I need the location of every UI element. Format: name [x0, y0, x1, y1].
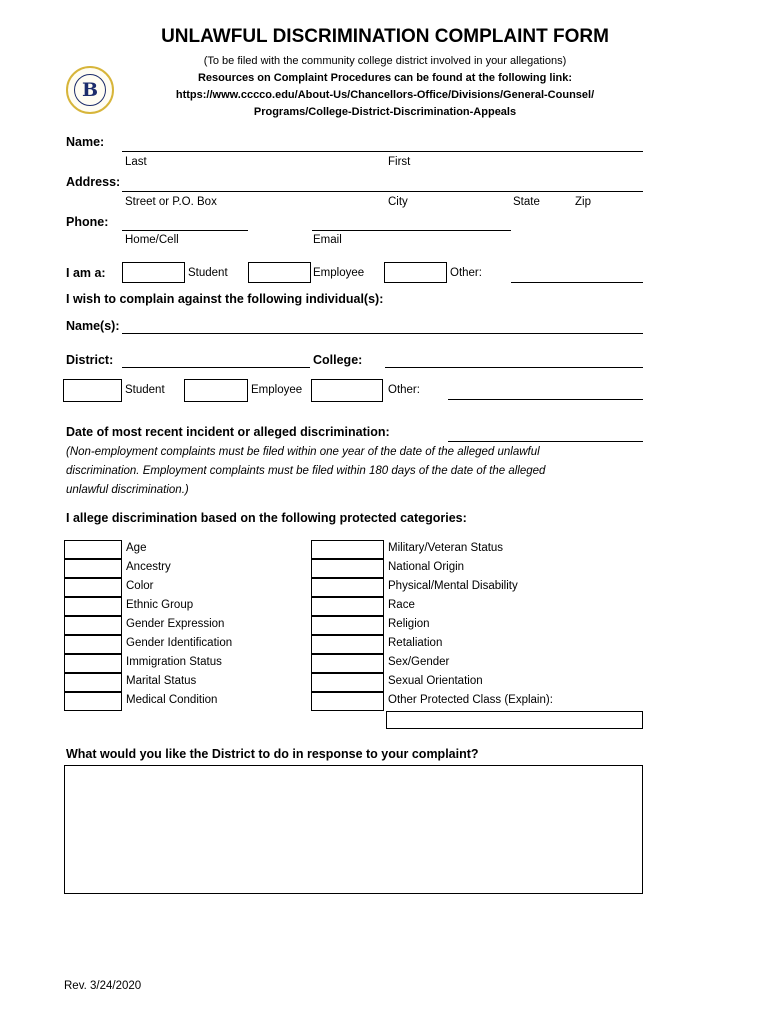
- respondent-employee-checkbox[interactable]: [184, 379, 248, 402]
- response-question: What would you like the District to do in response to your complaint?: [66, 747, 479, 761]
- category-checkbox[interactable]: [64, 673, 122, 692]
- category-label: National Origin: [388, 561, 465, 573]
- respondent-other-label: Other:: [388, 384, 420, 396]
- category-checkbox[interactable]: [311, 559, 384, 578]
- category-other-protected-class: [311, 692, 643, 711]
- category-label: Immigration Status: [126, 656, 222, 668]
- category-checkbox[interactable]: [64, 635, 122, 654]
- category-label: Medical Condition: [126, 694, 218, 706]
- category-label: Ethnic Group: [126, 599, 194, 611]
- district-field[interactable]: [122, 367, 310, 368]
- category-checkbox[interactable]: [311, 654, 384, 673]
- category-checkbox[interactable]: [64, 559, 122, 578]
- category-race: [311, 597, 643, 616]
- form-subtitle: (To be filed with the community college district involved in your allegations): [203, 55, 567, 67]
- categories-left-column: [64, 540, 304, 712]
- resources-link-line2[interactable]: Programs/College-District-Discrimination-Appeals: [253, 106, 517, 118]
- resources-link-line1[interactable]: https://www.cccco.edu/About-Us/Chancellors-Office/Divisions/General-Counsel/: [175, 89, 595, 101]
- respondent-student-checkbox[interactable]: [63, 379, 122, 402]
- category-physical-mental-disability: [311, 578, 643, 597]
- category-label: Marital Status: [126, 675, 197, 687]
- category-immigration-status: [64, 654, 304, 673]
- category-medical-condition: [64, 692, 304, 711]
- iam-label: I am a:: [66, 266, 106, 280]
- category-label: Other Protected Class (Explain):: [388, 694, 553, 706]
- city-caption: City: [388, 196, 408, 208]
- category-checkbox[interactable]: [64, 692, 122, 711]
- categories-heading: I allege discrimination based on the following protected categories:: [66, 511, 467, 525]
- category-checkbox[interactable]: [311, 673, 384, 692]
- note-line-1: (Non-employment complaints must be filed within one year of the date of the alleged unlawful: [66, 446, 540, 458]
- category-checkbox[interactable]: [311, 635, 384, 654]
- email-field[interactable]: [312, 230, 511, 231]
- form-title: UNLAWFUL DISCRIMINATION COMPLAINT FORM: [161, 26, 609, 47]
- category-national-origin: [311, 559, 643, 578]
- response-textarea[interactable]: [64, 765, 643, 894]
- respondent-student-label: Student: [125, 384, 165, 396]
- student-label: Student: [188, 267, 228, 279]
- category-label: Retaliation: [388, 637, 443, 649]
- category-checkbox[interactable]: [64, 578, 122, 597]
- home-cell-caption: Home/Cell: [125, 234, 179, 246]
- college-label: College:: [313, 353, 363, 367]
- note-line-3: unlawful discrimination.): [66, 484, 189, 496]
- email-caption: Email: [313, 234, 342, 246]
- category-checkbox[interactable]: [311, 692, 384, 711]
- category-military-veteran-status: [311, 540, 643, 559]
- category-checkbox[interactable]: [311, 597, 384, 616]
- street-caption: Street or P.O. Box: [125, 196, 217, 208]
- revision-date: Rev. 3/24/2020: [64, 980, 142, 992]
- other-field[interactable]: [511, 282, 643, 283]
- category-label: Military/Veteran Status: [388, 542, 504, 554]
- address-field[interactable]: [122, 191, 643, 192]
- respondent-other-checkbox[interactable]: [311, 379, 383, 402]
- resources-line: Resources on Complaint Procedures can be found at the following link:: [197, 72, 573, 84]
- state-caption: State: [513, 196, 540, 208]
- category-label: Race: [388, 599, 415, 611]
- student-checkbox[interactable]: [122, 262, 185, 283]
- last-name-caption: Last: [125, 156, 147, 168]
- phone-label: Phone:: [66, 215, 109, 229]
- category-gender-identification: [64, 635, 304, 654]
- category-label: Sex/Gender: [388, 656, 450, 668]
- name-field[interactable]: [122, 151, 643, 152]
- category-label: Sexual Orientation: [388, 675, 483, 687]
- respondent-names-label: Name(s):: [66, 319, 120, 333]
- college-field[interactable]: [385, 367, 643, 368]
- address-label: Address:: [66, 175, 121, 189]
- district-label: District:: [66, 353, 114, 367]
- category-checkbox[interactable]: [311, 616, 384, 635]
- employee-label: Employee: [313, 267, 365, 279]
- note-line-2: discrimination. Employment complaints must be filed within 180 days of the date of the alleged: [66, 465, 546, 477]
- category-checkbox[interactable]: [64, 654, 122, 673]
- category-label: Gender Expression: [126, 618, 225, 630]
- respondent-intro: I wish to complain against the following individual(s):: [66, 292, 384, 306]
- category-label: Ancestry: [126, 561, 171, 573]
- respondent-employee-label: Employee: [251, 384, 303, 396]
- category-checkbox[interactable]: [311, 578, 384, 597]
- category-label: Color: [126, 580, 154, 592]
- category-checkbox[interactable]: [311, 540, 384, 559]
- category-gender-expression: [64, 616, 304, 635]
- category-age: [64, 540, 304, 559]
- first-name-caption: First: [388, 156, 411, 168]
- category-ethnic-group: [64, 597, 304, 616]
- other-label: Other:: [450, 267, 482, 279]
- name-label: Name:: [66, 135, 105, 149]
- category-sexual-orientation: [311, 673, 643, 692]
- category-retaliation: [311, 635, 643, 654]
- category-sex-gender: [311, 654, 643, 673]
- incident-date-label: Date of most recent incident or alleged discrimination:: [66, 425, 390, 439]
- filing-deadline-note: [66, 443, 646, 500]
- zip-caption: Zip: [575, 196, 591, 208]
- category-marital-status: [64, 673, 304, 692]
- category-religion: [311, 616, 643, 635]
- category-checkbox[interactable]: [64, 616, 122, 635]
- category-label: Religion: [388, 618, 430, 630]
- other-protected-class-explain-field[interactable]: [386, 711, 643, 729]
- category-label: Physical/Mental Disability: [388, 580, 518, 592]
- incident-date-field[interactable]: [448, 441, 643, 442]
- category-label: Gender Identification: [126, 637, 233, 649]
- category-checkbox[interactable]: [64, 597, 122, 616]
- category-color: [64, 578, 304, 597]
- respondent-names-field[interactable]: [122, 333, 643, 334]
- category-checkbox[interactable]: [64, 540, 122, 559]
- other-checkbox[interactable]: [384, 262, 447, 283]
- employee-checkbox[interactable]: [248, 262, 311, 283]
- categories-right-column: [311, 540, 643, 730]
- respondent-other-field[interactable]: [448, 399, 643, 400]
- seal-letter: B: [81, 79, 99, 101]
- phone-field[interactable]: [122, 230, 248, 231]
- category-ancestry: [64, 559, 304, 578]
- category-label: Age: [126, 542, 147, 554]
